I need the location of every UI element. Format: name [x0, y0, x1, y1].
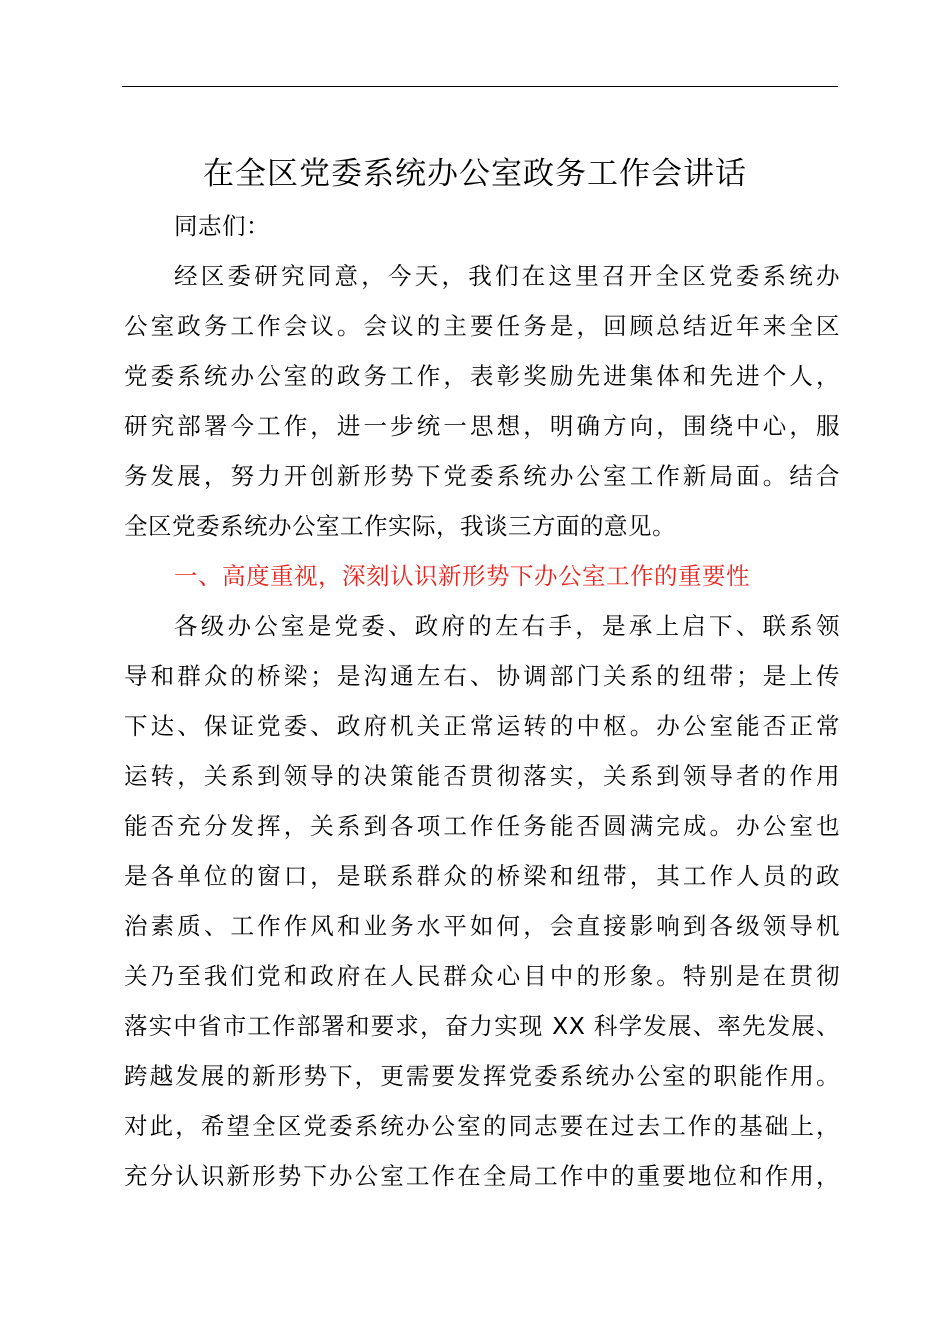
paragraph-line: 公室政务工作会议。会议的主要任务是，回顾总结近年来全区	[124, 312, 840, 340]
paragraph-line: 全区党委系统办公室工作实际，我谈三方面的意见。	[124, 512, 676, 540]
paragraph-line: 关乃至我们党和政府在人民群众心目中的形象。特别是在贯彻	[124, 962, 840, 990]
paragraph-line: 是各单位的窗口，是联系群众的桥梁和纽带，其工作人员的政	[124, 862, 840, 890]
paragraph-line: 务发展，努力开创新形势下党委系统办公室工作新局面。结合	[124, 462, 840, 490]
header-rule	[122, 86, 838, 87]
paragraph-line: 治素质、工作作风和业务水平如何，会直接影响到各级领导机	[124, 912, 840, 940]
paragraph-line: 导和群众的桥梁；是沟通左右、协调部门关系的纽带；是上传	[124, 662, 840, 690]
salutation: 同志们：	[174, 212, 270, 240]
paragraph-line: 研究部署今工作，进一步统一思想，明确方向，围绕中心，服	[124, 412, 840, 440]
paragraph-line: 经区委研究同意，今天，我们在这里召开全区党委系统办	[174, 262, 840, 290]
document-body	[124, 201, 840, 1201]
section-heading: 一、高度重视，深刻认识新形势下办公室工作的重要性	[174, 562, 750, 590]
paragraph-line: 对此，希望全区党委系统办公室的同志要在过去工作的基础上，	[124, 1112, 840, 1140]
document-title: 在全区党委系统办公室政务工作会讲话	[203, 156, 747, 192]
paragraph-line: 能否充分发挥，关系到各项工作任务能否圆满完成。办公室也	[124, 812, 840, 840]
paragraph-line: 跨越发展的新形势下，更需要发挥党委系统办公室的职能作用。	[124, 1062, 840, 1090]
paragraph-line: 下达、保证党委、政府机关正常运转的中枢。办公室能否正常	[124, 712, 840, 740]
paragraph-line: 党委系统办公室的政务工作，表彰奖励先进集体和先进个人，	[124, 362, 840, 390]
paragraph-line: 充分认识新形势下办公室工作在全局工作中的重要地位和作用，	[124, 1162, 840, 1190]
paragraph-line: 落实中省市工作部署和要求，奋力实现 XX 科学发展、率先发展、	[124, 1012, 840, 1040]
paragraph-line: 各级办公室是党委、政府的左右手，是承上启下、联系领	[174, 612, 840, 640]
paragraph-line: 运转，关系到领导的决策能否贯彻落实，关系到领导者的作用	[124, 762, 840, 790]
